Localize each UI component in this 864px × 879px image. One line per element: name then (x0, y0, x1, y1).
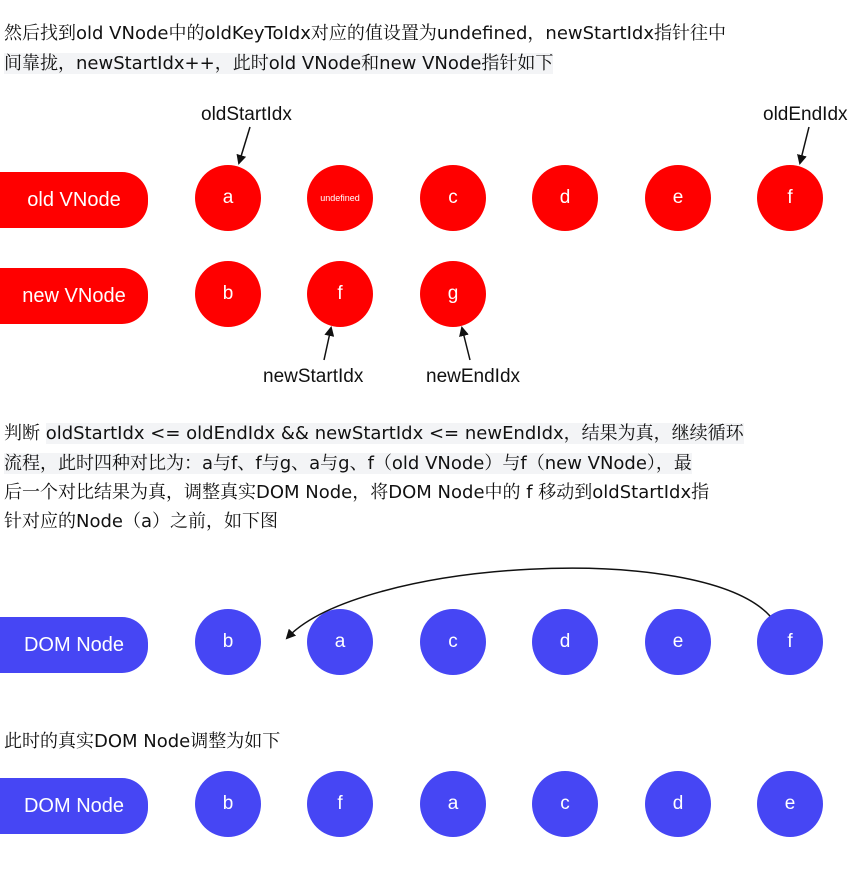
dom-node-after-0: b (195, 771, 261, 837)
paragraph-2-prefix: 判断 (4, 423, 46, 444)
paragraph-2-line-3: 后一个对比结果为真，调整真实DOM Node，将DOM Node中的 f 移动到oldStartIdx指 (4, 482, 710, 503)
old-vnode-node-4: e (645, 165, 711, 231)
new-vnode-node-2: g (420, 261, 486, 327)
dom-node-label-before: DOM Node (0, 617, 148, 673)
old-vnode-label: old VNode (0, 172, 148, 228)
dom-node-before-3: d (532, 609, 598, 675)
new-end-idx-label: newEndIdx (426, 366, 521, 387)
dom-node-before-4: e (645, 609, 711, 675)
dom-node-before-5: f (757, 609, 823, 675)
new-vnode-node-0: b (195, 261, 261, 327)
old-vnode-node-2: c (420, 165, 486, 231)
paragraph-2-code: oldStartIdx <= oldEndIdx && newStartIdx <= newEndIdx，结果为真，继续循环 (45, 423, 744, 444)
new-start-idx-label: newStartIdx (263, 366, 364, 387)
new-vnode-node-1: f (307, 261, 373, 327)
dom-node-after-2: a (420, 771, 486, 837)
paragraph-2-line-4: 针对应的Node（a）之前，如下图 (4, 511, 279, 532)
old-vnode-node-3: d (532, 165, 598, 231)
paragraph-2-line-2 (4, 450, 692, 478)
dom-node-after-4: d (645, 771, 711, 837)
dom-node-before-2: c (420, 609, 486, 675)
old-vnode-node-1: undefined (307, 165, 373, 231)
paragraph-1-line-1: 然后找到old VNode中的oldKeyToIdx对应的值设置为undefined，newStartIdx指针往中 (4, 23, 726, 44)
paragraph-1-line-2 (4, 50, 553, 78)
dom-node-after-3: c (532, 771, 598, 837)
paragraph-1-line-2-text: 间靠拢，newStartIdx++，此时old VNode和new VNode指针如下 (4, 53, 554, 74)
new-start-pointer-arrow (324, 328, 331, 360)
paragraph-3: 此时的真实DOM Node调整为如下 (4, 731, 281, 752)
dom-node-before-1: a (307, 609, 373, 675)
old-end-pointer-arrow (800, 127, 809, 163)
paragraph-2-line-2-text: 流程，此时四种对比为：a与f、f与g、a与g、f（old VNode）与f（new VNode），最 (4, 453, 692, 474)
dom-node-label-after: DOM Node (0, 778, 148, 834)
dom-node-after-1: f (307, 771, 373, 837)
dom-node-after-5: e (757, 771, 823, 837)
old-vnode-node-5: f (757, 165, 823, 231)
old-start-pointer-arrow (239, 127, 250, 163)
old-vnode-node-0: a (195, 165, 261, 231)
old-start-idx-label: oldStartIdx (201, 104, 292, 125)
new-vnode-label: new VNode (0, 268, 148, 324)
new-end-pointer-arrow (462, 328, 470, 360)
dom-node-before-0: b (195, 609, 261, 675)
old-end-idx-label: oldEndIdx (763, 104, 848, 125)
paragraph-2-line-1 (4, 420, 744, 448)
